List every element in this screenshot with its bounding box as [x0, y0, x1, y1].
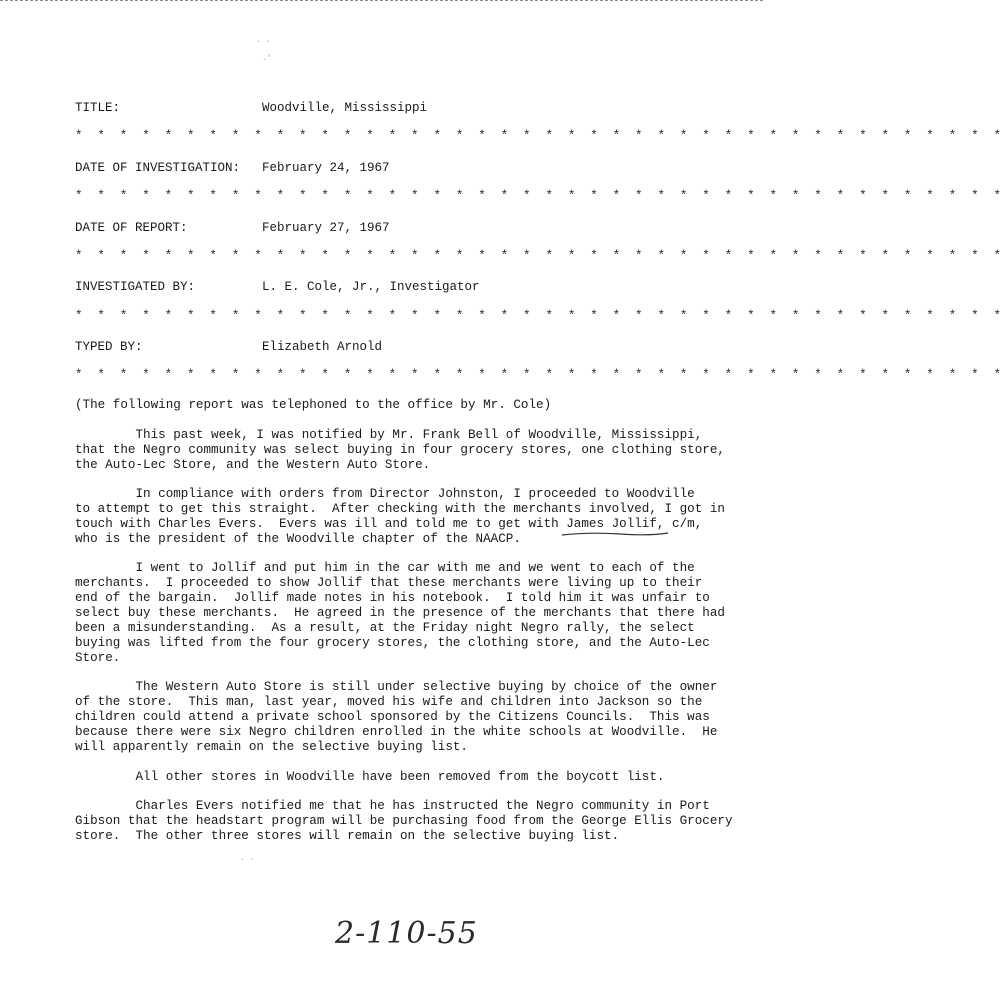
body-line: who is the president of the Woodville chapter of the NAACP.	[75, 532, 521, 546]
body-line: of the store. This man, last year, moved his wife and children into Jackson so the	[75, 695, 703, 709]
body-line: that the Negro community was select buying in four grocery stores, one clothing store,	[75, 443, 725, 457]
scan-speck: . .	[256, 36, 271, 45]
separator: * * * * * * * * * * * * * * * * * * * * * * * * * * * * * * * * * * * * * * * * * *	[75, 129, 1005, 143]
body-line: Charles Evers notified me that he has instructed the Negro community in Port	[75, 799, 710, 813]
body-line: The Western Auto Store is still under selective buying by choice of the owner	[75, 680, 718, 694]
typed-by-value: Elizabeth Arnold	[262, 340, 383, 354]
separator: * * * * * * * * * * * * * * * * * * * * * * * * * * * * * * * * * * * * * * * * * *	[75, 368, 1005, 382]
separator: * * * * * * * * * * * * * * * * * * * * * * * * * * * * * * * * * * * * * * * * * *	[75, 189, 1005, 203]
body-line: store. The other three stores will remain on the selective buying list.	[75, 829, 620, 843]
body-line: I went to Jollif and put him in the car with me and we went to each of the	[75, 561, 695, 575]
intro-line: (The following report was telephoned to the office by Mr. Cole)	[75, 398, 552, 412]
body-line: select buy these merchants. He agreed in the presence of the merchants that there had	[75, 606, 725, 620]
date-investigation-label: DATE OF INVESTIGATION:	[75, 161, 241, 175]
body-line: been a misunderstanding. As a result, at the Friday night Negro rally, the select	[75, 621, 695, 635]
scan-speck: .'	[262, 54, 272, 63]
typed-by-label: TYPED BY:	[75, 340, 143, 354]
title-label: TITLE:	[75, 101, 121, 115]
date-report-label: DATE OF REPORT:	[75, 221, 188, 235]
body-line: Store.	[75, 651, 121, 665]
body-line: the Auto-Lec Store, and the Western Auto Store.	[75, 458, 431, 472]
body-line: All other stores in Woodville have been removed from the boycott list.	[75, 770, 665, 784]
body-line: touch with Charles Evers. Evers was ill and told me to get with James Jollif, c/m,	[75, 517, 703, 531]
body-line: merchants. I proceeded to show Jollif that these merchants were living up to their	[75, 576, 703, 590]
body-line: end of the bargain. Jollif made notes in his notebook. I told him it was unfair to	[75, 591, 710, 605]
separator: * * * * * * * * * * * * * * * * * * * * * * * * * * * * * * * * * * * * * * * * * *	[75, 249, 1005, 263]
handwritten-document-number: 2-110-55	[335, 916, 478, 951]
body-line: will apparently remain on the selective buying list.	[75, 740, 468, 754]
body-line: because there were six Negro children enrolled in the white schools at Woodville. He	[75, 725, 718, 739]
body-line: In compliance with orders from Director Johnston, I proceeded to Woodville	[75, 487, 695, 501]
body-line: to attempt to get this straight. After checking with the merchants involved, I got in	[75, 502, 725, 516]
body-line: buying was lifted from the four grocery stores, the clothing store, and the Auto-Lec	[75, 636, 710, 650]
body-line: children could attend a private school sponsored by the Citizens Councils. This was	[75, 710, 710, 724]
handwritten-underline	[560, 531, 670, 537]
body-line: This past week, I was notified by Mr. Frank Bell of Woodville, Mississippi,	[75, 428, 703, 442]
body-line: Gibson that the headstart program will be purchasing food from the George Ellis Grocery	[75, 814, 733, 828]
date-report-value: February 27, 1967	[262, 221, 390, 235]
scan-top-border	[0, 0, 763, 5]
investigated-by-label: INVESTIGATED BY:	[75, 280, 196, 294]
date-investigation-value: February 24, 1967	[262, 161, 390, 175]
scan-speck: . .	[240, 854, 255, 863]
investigated-by-value: L. E. Cole, Jr., Investigator	[262, 280, 480, 294]
title-value: Woodville, Mississippi	[262, 101, 428, 115]
separator: * * * * * * * * * * * * * * * * * * * * * * * * * * * * * * * * * * * * * * * * * *	[75, 309, 1005, 323]
